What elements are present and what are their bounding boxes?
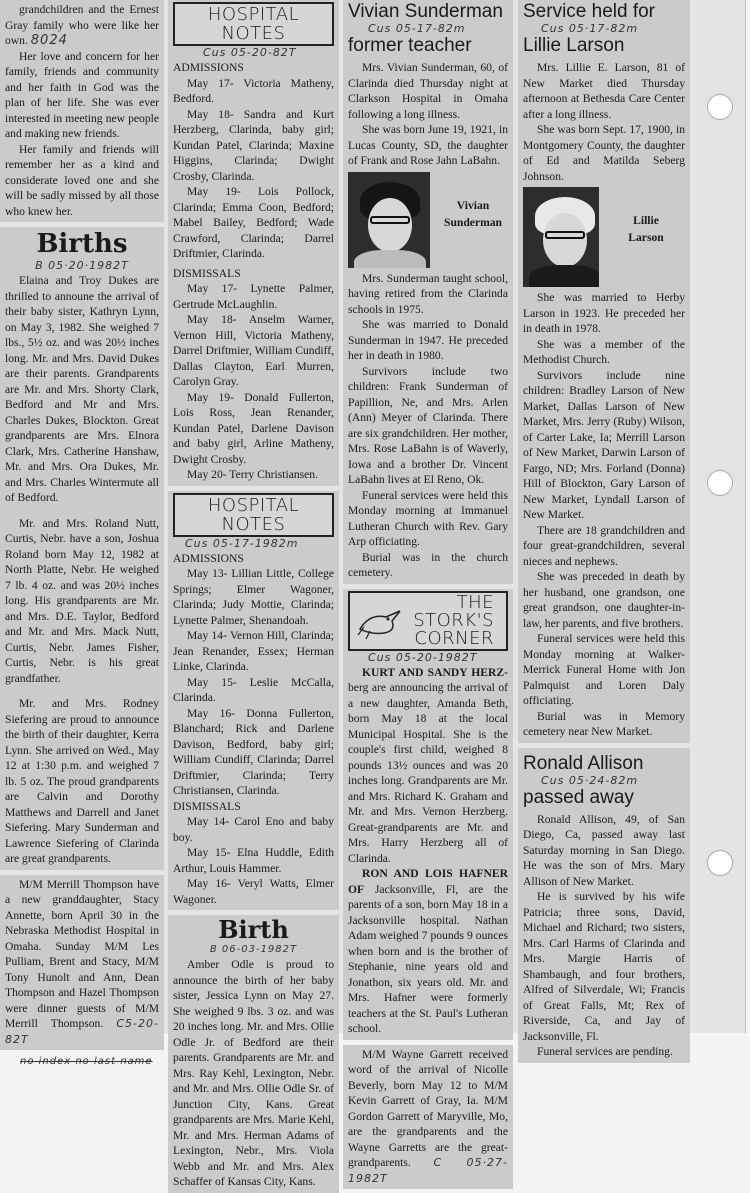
handwritten-date: Cus 05-17-1982m (185, 536, 299, 550)
paragraph: She was a member of the Methodist Church. (523, 337, 685, 366)
paragraph: Burial was in the church cemetery. (348, 550, 508, 579)
obituary-headline: passed away (523, 786, 634, 808)
obituary-headline: Vivian Sunderman (348, 1, 503, 22)
handwritten-date: B 05·20·1982T (35, 259, 129, 272)
obituary-headline: Lillie Larson (523, 35, 625, 56)
obituary-headline: Ronald Allison (523, 752, 644, 774)
hospital-entry: May 20- Terry Christiansen. (187, 468, 318, 481)
announcement-text: M/M Merrill Thompson have a new granddaughter, Stacy Annette, born April 30 in the Nebraska Methodist Hospital in Omaha. Sunday M/M Les Pulliam, Brent and Stacy, M/M Tony Hunolt and Ann, Dean Thompson and Hazel Thompson were dinner guests of M/M Merrill Thompson. (5, 877, 159, 1030)
portrait-photo (523, 187, 599, 287)
paragraph: Ronald Allison, 49, of San Diego, Ca, passed away last Saturday morning in San Diego. He was the son of Mrs. Mary Allison of New Market. (523, 812, 685, 888)
larson-obituary-clipping (518, 0, 690, 743)
obituary-clipping-end (0, 0, 164, 222)
announcement-text: M/M Wayne Garrett received word of the arrival of Nicolle Beverly, born May 12 to M/M Kevin Garrett of Gray, Ia. M/M Gordon Garrett of Maryville, Mo, are the grandparents and the Wayne Garretts are the great-grandparents. (348, 1047, 508, 1169)
paragraph: He is survived by his wife Patricia; three sons, David, Michael and Richard; two sisters, Mrs. Carl Harms of Clarinda and Mrs. Margie Harris of Shambaugh, and four brothers, Alfred of Silverdale, Wi; Francis of Great Falls, Mt; Rex of Riverside, Ca, and Jay of Jacksonville, Fl. (523, 890, 685, 1043)
hospital-notes-header (173, 493, 334, 537)
paragraph: Mrs. Vivian Sunderman, 60, of Clarinda died Thursday night at Clarkson Hospital in Omaha following a long illness. (348, 61, 508, 121)
entry-lead: KURT AND SANDY HERZ- (362, 665, 508, 679)
section-label: ADMISSIONS (173, 61, 244, 74)
paragraph: There are 18 grandchildren and four great-grandchildren, several nieces and nephews. (523, 523, 685, 568)
paragraph: She was married to Herby Larson in 1923. He preceded her in death in 1978. (523, 291, 685, 335)
hospital-entry: May 14- Vernon Hill, Clarinda; Jean Renander, Essex; Herman Linke, Clarinda. (173, 629, 334, 673)
hospital-entry: May 15- Leslie McCalla, Clarinda. (173, 675, 334, 704)
birth-clipping (168, 915, 339, 1193)
header-line: NOTES (221, 513, 286, 535)
paragraph: Burial was in Memory cemetery near New Market. (523, 709, 685, 738)
caption-line: Lillie (633, 214, 659, 227)
entry-text: Jacksonville, Fl, are the parents of a son, born May 18 in a Jacksonville hospital. Nathan Adam weighed 7 pounds 9 ounces when born and is the brother of Stephanie, nine years old and Jonathon, six years old. Mr. and Mrs. Hafner were formerly teachers at the St. Paul's Lutheran school. (348, 882, 508, 1035)
storks-corner-header (348, 591, 508, 651)
stork-entry (348, 866, 508, 1037)
handwritten-date: C 05·27-1982T (348, 1156, 508, 1185)
thompson-clipping (0, 875, 164, 1051)
garrett-clipping (343, 1045, 513, 1190)
hospital-entry: May 16- Veryl Watts, Elmer Wagoner. (173, 877, 334, 906)
hospital-entry: May 16- Donna Fullerton, Blanchard; Rick and Darlene Davison, Bedford, baby girl; William Cundiff, Clarinda; Darrel Driftmier, Clarinda; Terry Christiansen, Clarinda. (173, 706, 334, 797)
birth-announcement: Mr. and Mrs. Roland Nutt, Curtis, Nebr. have a son, Joshua Roland born May 12, 1982 at North Platte, Nebr. He weighed 7 lb. 4 oz. and was 20½ inches long. His grandparents are Mr. and Mrs. D.E. Taylor, Bedford and Mr. and Mrs. Mack Nutt, Curtis, Nebr. James Fisher, Curtis, Nebr. is his great grandfather. (5, 516, 159, 685)
caption-line: Sunderman (444, 215, 502, 229)
hospital-entry: May 19- Donald Fullerton, Lois Ross, Jean Renander, Kundan Patel, Darlene Davison and baby girl, Arline Matheny, Dwight Crosby. (173, 390, 334, 466)
births-clipping (0, 227, 164, 870)
hospital-entry: May 15- Elna Huddle, Edith Arthur, Louis Hammer. (173, 846, 334, 875)
paragraph: Her love and concern for her family, friends and community and her faith in God was the plan of her life. She was ever interested in meeting new people and making new friends. (5, 49, 159, 140)
paragraph: Her family and friends will remember her as a kind and considerate loved one and she will be sadly missed by all those who knew her. (5, 142, 159, 218)
handwritten-date: Cus 05-20-1982T (368, 650, 478, 664)
binder-hole (707, 470, 733, 496)
hospital-entry: May 17- Victoria Matheny, Bedford. (173, 76, 334, 105)
handwritten-date: Cus 05·17-82m (541, 22, 639, 35)
hospital-notes-clipping (168, 0, 339, 486)
stork-entry (348, 665, 508, 867)
birth-announcement: Mr. and Mrs. Rodney Siefering are proud to announce the birth of their daughter, Kerra Lynn. She arrived on Wed., May 12 at 1:30 p.m. and weighed 7 lb. 5 oz. The proud grandparents are Calvin and Dorothy Matthews and Darrell and Janet Siefering. Mary Sunderman and Lawrence Siefering of Clarinda are great grandparents. (5, 697, 159, 865)
photo-block (523, 184, 685, 290)
hospital-entry: May 17- Lynette Palmer, Gertrude McLaughlin. (173, 282, 334, 311)
birth-announcement: Amber Odle is proud to announce the birth of her baby sister, Jessica Lynn on May 27. She weighed 9 lbs. 3 oz. and was 20 inches long. Mr. and Mrs. Ollie Odle Jr. of Bedford are their parents. Grandparents are Mr. and Mrs. Ray Kehl, Lexington, Nebr. and Mr. and Mrs. Ollie Odle Sr. of Junction City, Kans. Great grandparents are Mrs. Marie Kehl, Mr. and Mrs. Herman Adams of Lexington, Nebr., Mrs. Viola Webb and Mr. and Mrs. Alex Schaffer of Kansas City, Kans. (173, 958, 334, 1188)
hospital-entry: May 13- Lillian Little, College Springs; Elmer Wagoner, Clarinda; Judy Mottie, Clarinda; Lynette Palmer, Shenandoah. (173, 567, 334, 627)
portrait-photo (348, 172, 430, 268)
paragraph: She was born Sept. 17, 1900, in Montgomery County, the daughter of Ed and Matilda Seberg Johnson. (523, 123, 685, 183)
birth-title: Birth (218, 915, 289, 944)
paragraph: She was married to Donald Sunderman in 1947. He preceded her in death in 1980. (348, 318, 508, 362)
header-line: NOTES (221, 23, 286, 44)
binder-hole (707, 94, 733, 120)
handwritten-note: no index no last name (20, 1056, 153, 1067)
paragraph: Funeral services were held this Monday morning at Walker-Merrick Funeral Home with Jon Palmquist and Loren Daly officiating. (523, 632, 685, 707)
column-1 (0, 0, 164, 1069)
storks-corner-clipping (343, 589, 513, 1040)
hospital-entry: May 18- Sandra and Kurt Herzberg, Clarinda, baby girl; Kundan Patel, Clarinda; Maxine Higgins, Clarinda; Dwight Crosby, Clarinda. (173, 107, 334, 183)
handwritten-note: 8024 (30, 33, 68, 48)
obituary-headline: former teacher (348, 35, 472, 56)
handwritten-date: Cus 05-20-82T (203, 46, 297, 59)
handwritten-date: Cus 05-17-82m (368, 22, 466, 35)
header-line: STORK'S (413, 609, 494, 631)
column-2 (168, 0, 339, 1193)
birth-announcement (5, 877, 159, 1048)
column-4 (518, 0, 690, 1063)
allison-obituary-clipping (518, 748, 690, 1063)
binder-hole (707, 850, 733, 876)
section-label: DISMISSALS (173, 266, 241, 280)
birth-announcement: Elaina and Troy Dukes are thrilled to announe the arrival of their baby sister, Kathryn Lynn, on May 3, 1982. She weighed 7 lbs., 5½ oz. and was 20½ inches long. Mr. and Mrs. David Dukes are their parents. Grandparents are Mr. and Mrs. Shorty Clark, Bedford and Mr and Mrs. Charles Dukes, Blockton. Great grandparents are Mrs. Elnora Clark, Mrs. Catherine Hanshaw, Mr. and Mrs. Ora Dukes, Mr. and Mrs. Charles Wintermute all of Bedford. (5, 274, 159, 504)
caption-line: Larson (628, 231, 664, 244)
photo-block (348, 169, 508, 271)
hospital-notes-header (173, 2, 334, 46)
header-line: HOSPITAL (207, 494, 300, 516)
sunderman-obituary-clipping (343, 0, 513, 584)
handwritten-date: C5-20-82T (5, 1017, 159, 1046)
handwritten-date: B 06-03-1982T (209, 944, 298, 955)
births-title: Births (36, 229, 128, 259)
paragraph (5, 2, 159, 49)
paragraph: She was born June 19, 1921, in Lucas County, SD, the daughter of Frank and Rose Jahn LaBahn. (348, 123, 508, 167)
header-line: CORNER (414, 627, 494, 649)
column-3 (343, 0, 513, 1189)
hospital-entry: May 19- Lois Pollock, Clarinda; Emma Coon, Bedford; Mabel Bailey, Bedford; Wade Crawford, Clarinda; Darrel Driftmier, Clarinda. (173, 185, 334, 260)
paragraph: Funeral services were held this Monday morning at Immanuel Lutheran Church with Rev. Gary Arp officiating. (348, 488, 508, 548)
hospital-entry: May 14- Carol Eno and baby boy. (173, 815, 334, 844)
header-line: THE (456, 591, 494, 613)
stork-icon (356, 605, 404, 641)
header-line: HOSPITAL (207, 4, 300, 25)
hospital-entry: May 18- Anselm Warner, Vernon Hill, Victoria Matheny, Darrel Driftmier, William Cundiff, Dallas Clayton, Earl Murren, Carolyn Gray. (173, 313, 334, 388)
entry-text: berg are announcing the arrival of a new daughter, Amanda Beth, born May 18 at the local Municipal Hospital. She is the couple's first child, weighed 8 pounds 13½ ounces and was 20 inches long. Grandparents are Mr. and Mrs. Richard K. Graham and Mr. and Mrs. Vernon Herzberg. Great-grandparents are Mr. and Mrs. Harry Herzberg all of Clarinda. (348, 681, 508, 865)
paragraph: Mrs. Sunderman taught school, having retired from the Clarinda schools in 1975. (348, 271, 508, 316)
paragraph: Mrs. Lillie E. Larson, 81 of New Market died Thursday afternoon at Bethesda Care Center after a long illness. (523, 61, 685, 121)
birth-announcement (348, 1047, 508, 1187)
paragraph: Funeral services are pending. (537, 1045, 673, 1058)
paragraph: She was preceded in death by her husband, one grandson, one great grandson, one daughter-in-law, her parents, and five brothers. (523, 570, 685, 630)
handwritten-date: Cus 05·24-82m (541, 773, 639, 787)
hospital-notes-clipping (168, 491, 339, 911)
paragraph: Survivors include nine children: Bradley Larson of New Market, Dallas Larson of New Market, Mrs. Jerry (Ruby) Wilson, of Carter Lake, Ia; Merrill Larson of New Market, Darwin Larson of Fargo, ND; Mrs. Forland (Donna) Hill of Blockton, Gary Larson of New Market, Lyndall Larson of New Market. (523, 368, 685, 521)
section-label: ADMISSIONS (173, 551, 244, 565)
section-label: DISMISSALS (173, 799, 241, 813)
caption-line: Vivian (456, 198, 490, 212)
paragraph-text: grandchildren and the Ernest Gray family who were like her own. (5, 3, 159, 47)
obituary-headline: Service held for (523, 1, 656, 22)
entry-lead: RON AND LOIS HAFNER OF (348, 867, 508, 896)
paragraph: Survivors include two children: Frank Sunderman of Papillion, Ne, and Mrs. Arlen (Ann) Meyer of Clarinda. There are six grandchildren. Her mother, Mrs. Rose LaBahn is of Waverly, Iowa and a brother Dr. Vincent LaBahn lives at El Reno, Ok. (348, 364, 508, 486)
